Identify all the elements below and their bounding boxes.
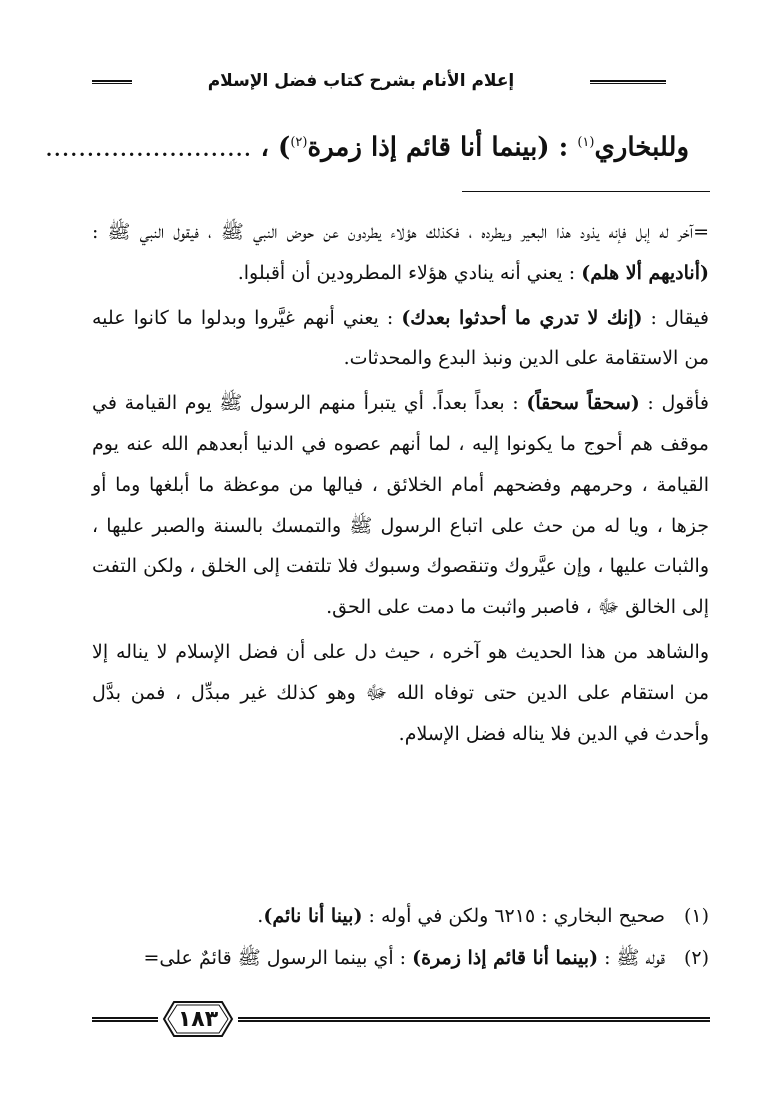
footnote-number: (١) xyxy=(683,905,709,927)
header-rule-left xyxy=(92,80,132,84)
footnote-1: (١)صحيح البخاري : ٦٢١٥ ولكن في أوله : (بينا أنا نائم). xyxy=(62,896,709,936)
hadith-title xyxy=(44,118,689,168)
footer-rule-right xyxy=(238,1017,710,1022)
paragraph-4: والشاهد من هذا الحديث هو آخره ، حيث دل على أن فضل الإسلام لا يناله إلا من استقام على الدين حتى توفاه الله ﷻ وهو كذلك غير مبدِّل ، فمن بدَّل وأحدث في الدين فلا يناله فضل الإسلام. xyxy=(92,640,709,745)
title-colon: : xyxy=(549,132,578,163)
title-dots: ......................... xyxy=(44,132,252,163)
page-number: ١٨٣ xyxy=(177,1006,219,1032)
footnote-ref-1[interactable]: (١) xyxy=(577,135,595,150)
paragraph-3: فأقول : (سحقاً سحقاً) : بعداً بعداً. أي يتبرأ منهم الرسول ﷺ يوم القيامة في موقف هم أحوج ما يكونوا إليه ، لما أنهم عصوه في الدنيا أبعدهم الله عنه يوم القيامة ، وحرمهم وفضحهم أمام الخلائق ، فيالها من موعظة ما أبلغها وما أو جزها ، ويا له من حث على اتباع الرسول ﷺ والتمسك بالسنة والصبر عليها ، والثبات عليها ، وإن عيَّروك وتنقصوك وسبوك فلا تلتفت إلى الخلق ، ولكن التفت إلى الخالق ﷻ ، فاصبر واثبت ما دمت على الحق. xyxy=(92,392,710,619)
title-close: ) xyxy=(278,132,291,163)
separator-rule xyxy=(462,191,710,192)
title-lead: وللبخاري xyxy=(594,132,689,163)
footer-rule-left xyxy=(92,1017,158,1022)
page-number-badge xyxy=(158,998,238,1040)
footnote-2: (٢)قوله ﷺ : (بينما أنا قائم إذا زمرة) : أي بينما الرسول ﷺ قائمٌ على= xyxy=(62,938,709,978)
title-comma: ، xyxy=(251,132,279,163)
quote-bold: (سحقاً سحقاً) xyxy=(526,392,640,415)
footnote-ref-2[interactable]: (٢) xyxy=(290,135,308,150)
running-header: إعلام الأنام بشرح كتاب فضل الإسلام xyxy=(207,71,515,91)
quote-bold: (أناديهم ألا هلم) xyxy=(581,261,709,284)
quote-bold: (إنك لا تدري ما أحدثوا بعدك) xyxy=(401,306,643,329)
title-quote: (بينما أنا قائم إذا زمرة xyxy=(307,132,550,163)
footnote-number: (٢) xyxy=(683,947,709,969)
body-text xyxy=(92,212,709,754)
paragraph-2: فيقال : (إنك لا تدري ما أحدثوا بعدك) : يعني أنهم غيَّروا وبدلوا ما كانوا عليه من الاستقامة على الدين ونبذ البدع والمحدثات. xyxy=(92,306,709,370)
paragraph-1: =آخر له إبل فإنه يذود هذا البعير ويطرده ، فكذلك هؤلاء يطردون عن حوض النبي ﷺ ، فيقول النبي ﷺ : (أناديهم ألا هلم) : يعني أنه ينادي هؤلاء المطرودين أن أقبلوا. xyxy=(92,221,709,284)
header-rule-right xyxy=(590,80,666,84)
